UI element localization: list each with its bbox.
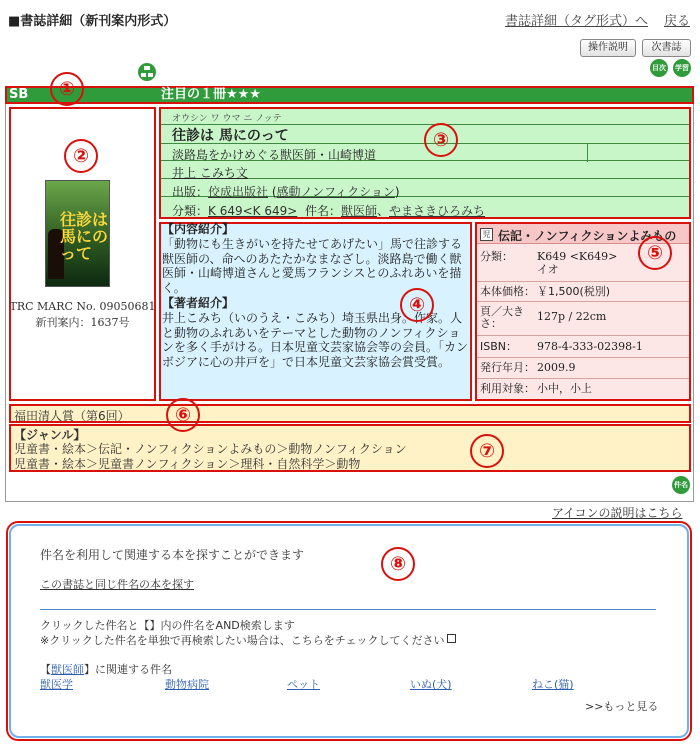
book-title: 往診は 馬にのって: [172, 128, 289, 144]
genre-heading: 【ジャンル】: [14, 428, 86, 442]
spec-row-date: 発行年月： 2009.9: [477, 358, 689, 379]
marker-7: ⑦: [470, 434, 504, 468]
page-title: ■書誌詳細（新刊案内形式）: [8, 14, 177, 29]
book-subtitle: 淡路島をかけめぐる獣医師・山崎博道: [172, 148, 377, 162]
book-cover-image[interactable]: 往診は馬にのって: [45, 180, 110, 287]
juvenile-badge-icon: 児: [480, 228, 493, 241]
single-search-checkbox[interactable]: [447, 634, 456, 643]
marker-8: ⑧: [381, 547, 415, 581]
kenmei-icon[interactable]: 件名: [672, 476, 690, 494]
author-heading: 【著者紹介】: [162, 296, 235, 310]
marker-2: ②: [64, 139, 98, 173]
publisher-link[interactable]: 佼成出版社: [208, 185, 269, 199]
author-profile-text: 井上こみち（いのうえ・こみち）埼玉県出身。作家。人と動物のふれあいをテーマとした動物のノンフィクションを多く手がける。日本児童文芸家協会等の会員。「カンボジアに心の井戸を」で日本児童文芸家協会賞受賞。: [162, 311, 469, 369]
series-link[interactable]: 感動ノンフィクション: [276, 185, 395, 199]
category-label: 伝記・ノンフィクションよみもの: [498, 229, 677, 243]
spec-row-isbn: ISBN： 978-4-333-02398-1: [477, 336, 689, 358]
instruction-1: クリックした件名と【】内の件名をAND検索します: [40, 619, 295, 632]
featured-label: 注目の１冊★★★: [161, 87, 261, 102]
related-intro: 件名を利用して関連する本を探すことができます: [40, 548, 305, 562]
next-record-button[interactable]: 次書誌: [642, 39, 691, 57]
shinkan-number: 新刊案内：1637号: [35, 316, 130, 329]
title-reading: オウシン ワ ウマ ニ ノッテ: [172, 114, 282, 124]
tag-format-link[interactable]: 書誌詳細（タグ形式）へ: [505, 14, 649, 29]
related-link-vet-science[interactable]: 獣医学: [40, 678, 73, 691]
author-link[interactable]: 井上 こみち文: [172, 166, 248, 180]
subject-link-1[interactable]: 獣医師: [340, 204, 377, 218]
sb-label: SB: [9, 87, 29, 102]
icon-help-link[interactable]: アイコンの説明はこちら: [552, 506, 683, 520]
related-link-dog[interactable]: いぬ(犬): [410, 678, 452, 691]
related-link-animal-hospital[interactable]: 動物病院: [165, 678, 209, 691]
group-subject-link[interactable]: 獣医師: [51, 663, 84, 676]
marker-4: ④: [400, 288, 434, 322]
highlight-banner: [5, 86, 694, 104]
spec-row-class: 分類： K649 <K649> イオ: [477, 244, 689, 282]
genre-path-2[interactable]: 児童書・絵本＞児童書ノンフィクション＞理科・自然科学＞動物: [14, 457, 361, 471]
publisher-label: 出版：: [172, 185, 209, 199]
tree-icon[interactable]: [138, 63, 156, 81]
gakushu-icon[interactable]: 学習: [673, 59, 691, 77]
content-text: 「動物にも生きがいを持たせてあげたい」馬で往診する獣医師の、命へのあたたかなまなざし。淡路島で働く獣医師・山崎博道さんと愛馬フランシスとのふれあいを描く。: [162, 237, 463, 295]
marker-6: ⑥: [166, 398, 200, 432]
related-group-label: 【獣医師】に関連する件名: [40, 663, 172, 676]
marc-number: TRC MARC No. 09050681: [9, 300, 156, 313]
award-panel: [9, 404, 691, 423]
subject-label: 件名：: [304, 204, 341, 218]
content-heading: 【内容紹介】: [162, 222, 235, 236]
genre-path-1[interactable]: 児童書・絵本＞伝記・ノンフィクションよみもの＞動物ノンフィクション: [14, 442, 407, 456]
award-text: 福田清人賞（第6回）: [14, 409, 130, 423]
marker-5: ⑤: [638, 236, 672, 270]
same-subject-link[interactable]: この書誌と同じ件名の本を探す: [40, 578, 194, 591]
related-link-cat[interactable]: ねこ(猫): [532, 678, 574, 691]
mokuji-icon[interactable]: 目次: [650, 59, 668, 77]
class-link[interactable]: K 649<K 649>: [208, 204, 298, 218]
publisher-row: 出版：佼成出版社 (感動ノンフィクション): [172, 185, 400, 199]
subject-link-2[interactable]: やまさきひろみち: [389, 204, 486, 218]
instruction-2: ※クリックした件名を単独で再検索したい場合は、こちらをチェックしてください: [40, 634, 445, 647]
class-row: 分類：K 649<K 649> 件名：獣医師、やまさきひろみち: [172, 204, 486, 218]
marker-3: ③: [424, 123, 458, 157]
class-label: 分類：: [172, 204, 209, 218]
marker-1: ①: [50, 72, 84, 106]
spec-row-price: 本体価格： ￥1,500(税別): [477, 282, 689, 302]
back-link[interactable]: 戻る: [664, 14, 691, 29]
spec-row-pages: 頁／大きさ： 127p / 22cm: [477, 302, 689, 336]
more-link[interactable]: >>もっと見る: [585, 700, 659, 713]
related-divider: [40, 609, 656, 610]
related-link-pet[interactable]: ペット: [287, 678, 320, 691]
operation-help-button[interactable]: 操作説明: [580, 39, 636, 57]
spec-row-audience: 利用対象： 小中，小上: [480, 382, 592, 395]
genre-panel: [9, 424, 691, 472]
subtitle-divider: [587, 144, 588, 162]
